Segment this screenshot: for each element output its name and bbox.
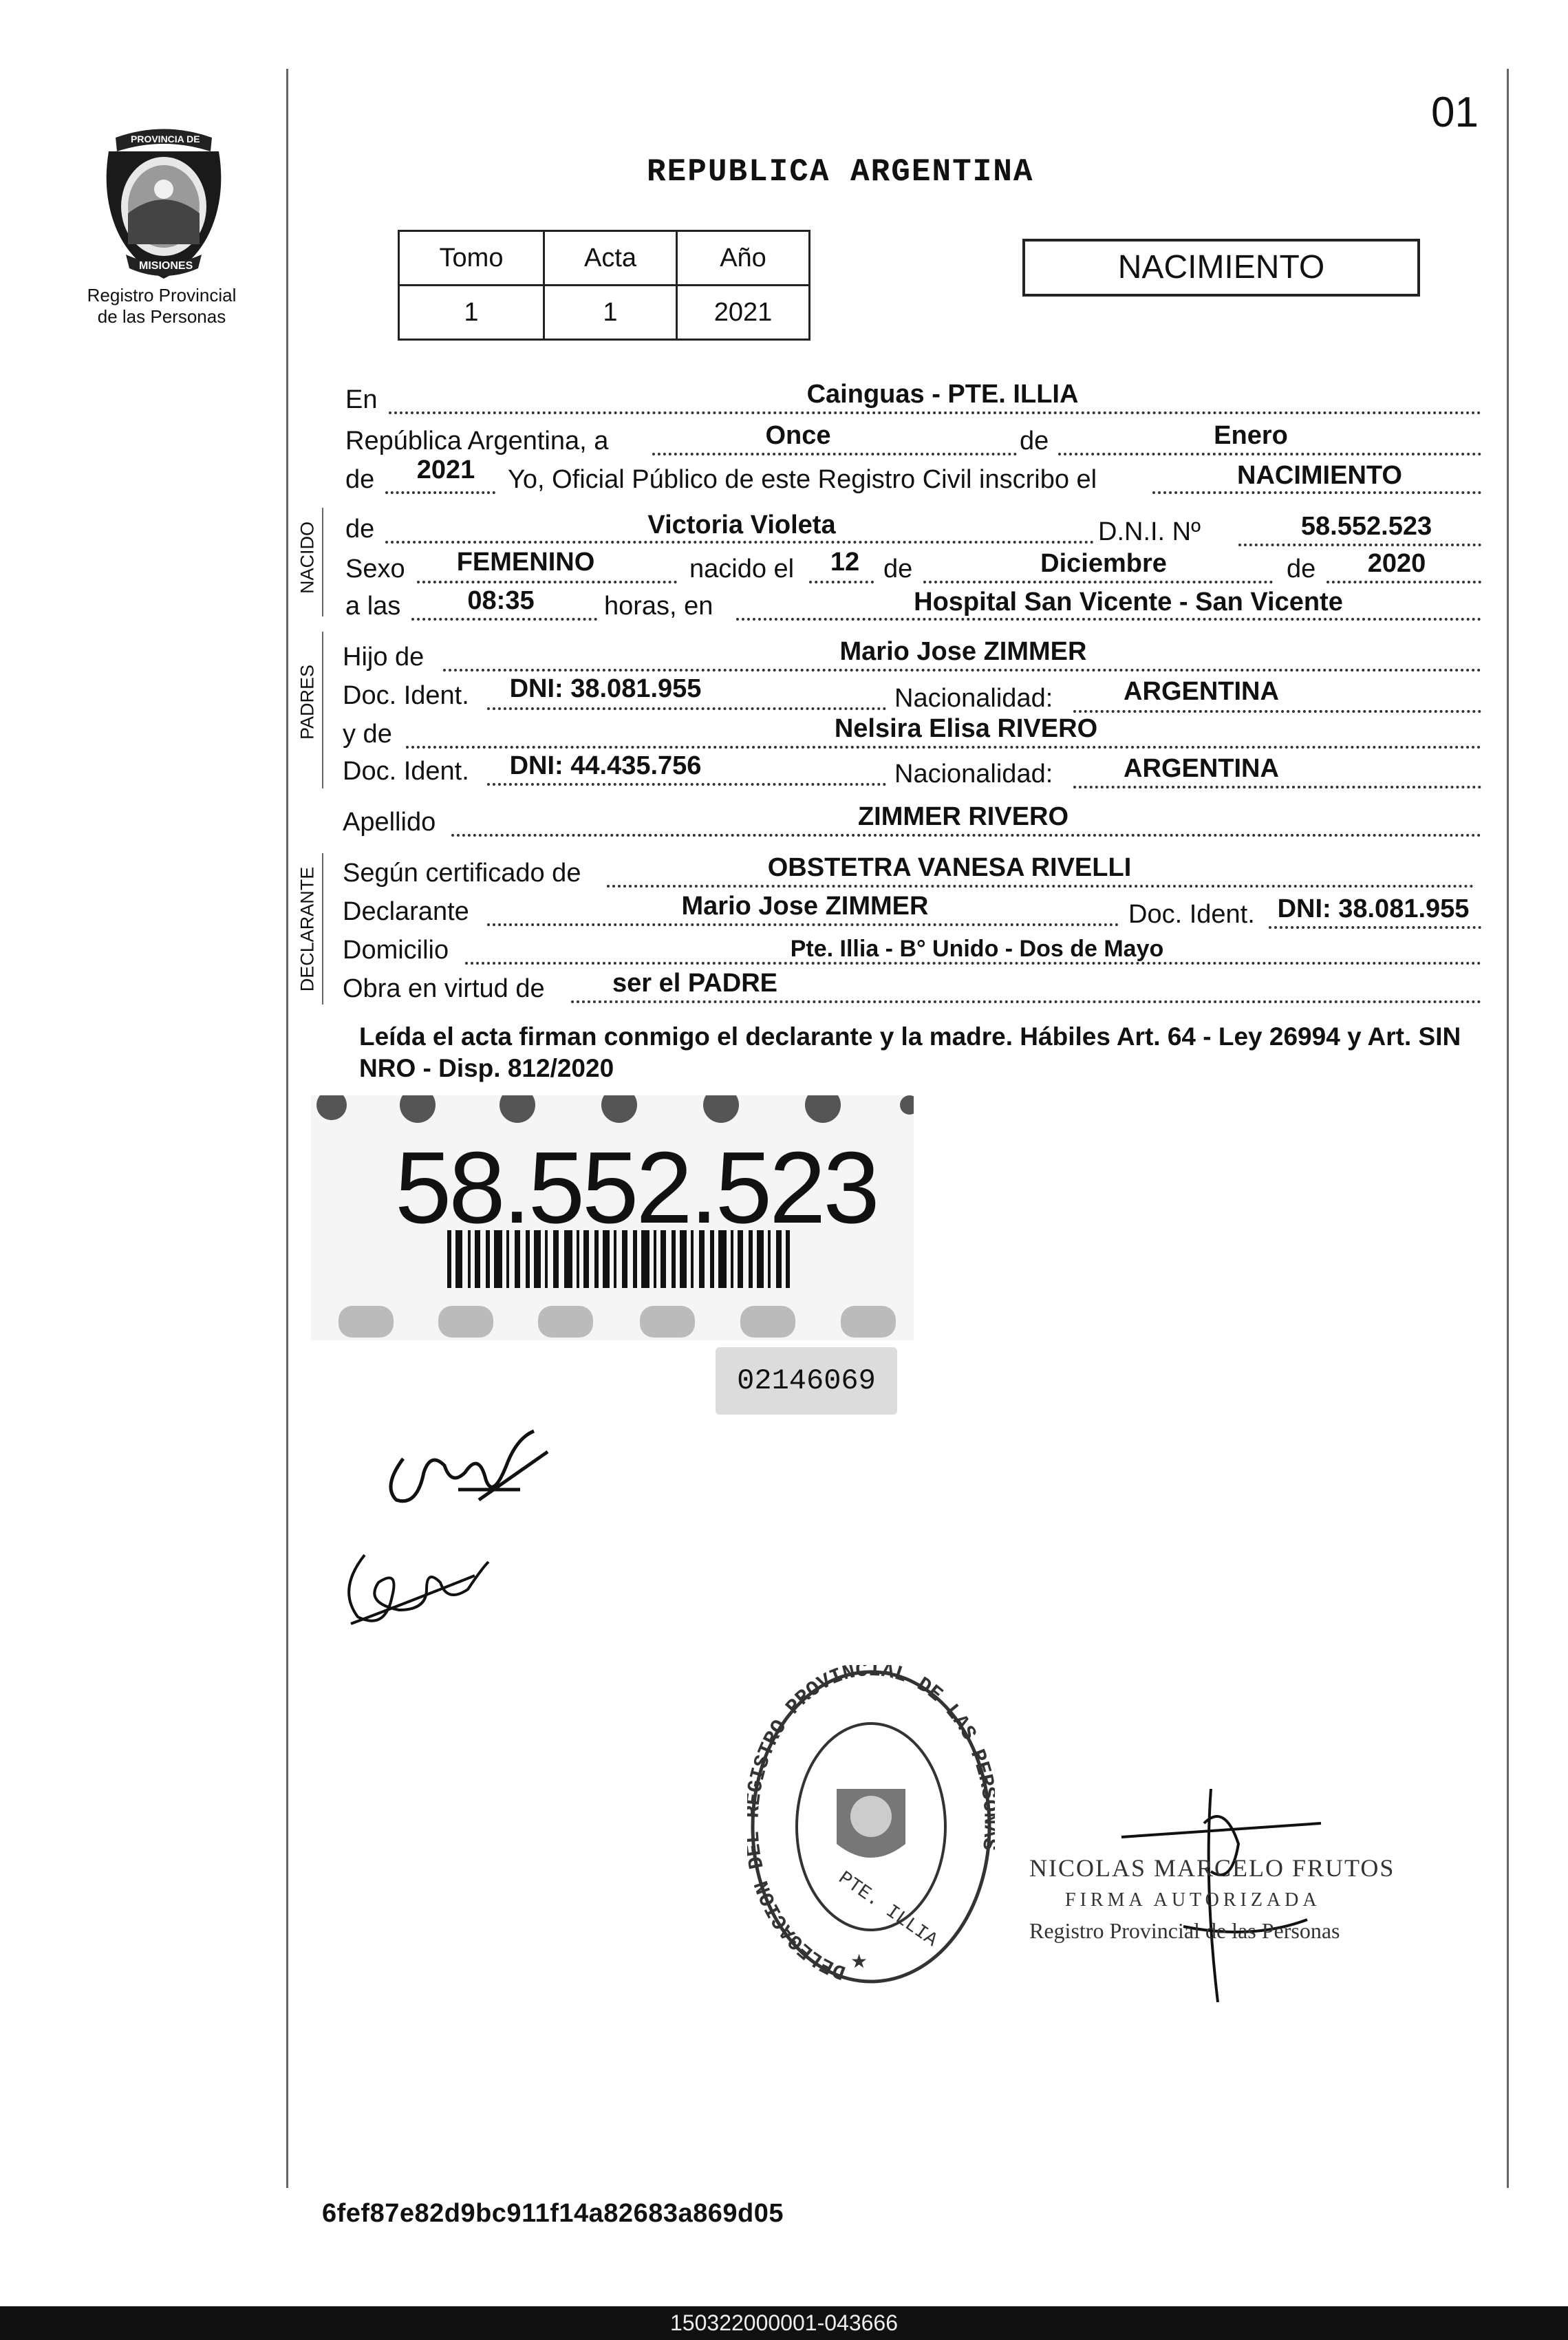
dots <box>652 453 1017 455</box>
label-de-anio2: de <box>1287 555 1316 583</box>
value-apellido: ZIMMER RIVERO <box>857 802 1069 831</box>
label-nacionalidad-madre: Nacionalidad: <box>894 760 1053 788</box>
value-mes-texto: Enero <box>1214 421 1288 450</box>
value-domicilio: Pte. Illia - B° Unido - Dos de Mayo <box>790 936 1164 962</box>
svg-text:★: ★ <box>850 1951 868 1972</box>
label-de-mes2: de <box>883 555 913 583</box>
label-de-anio: de <box>345 465 375 494</box>
value-dia-texto: Once <box>765 421 831 450</box>
value-lugar-nac: Hospital San Vicente - San Vicente <box>914 588 1343 616</box>
label-oficial: Yo, Oficial Público de este Registro Civil inscribo el <box>508 465 1097 494</box>
dots <box>571 1000 1481 1003</box>
left-margin-line <box>286 69 288 2188</box>
label-doc-ident-padre: Doc. Ident. <box>343 681 469 710</box>
label-a-las: a las <box>345 592 401 621</box>
document-title: REPUBLICA ARGENTINA <box>647 154 1034 190</box>
dots <box>1058 453 1481 455</box>
label-sexo: Sexo <box>345 555 405 583</box>
declarant-signature <box>376 1424 555 1521</box>
dots <box>923 581 1273 583</box>
value-madre: Nelsira Elisa RIVERO <box>834 714 1098 743</box>
official-stamp <box>747 1665 995 1988</box>
table-header-acta: Acta <box>544 231 677 286</box>
value-padre-nac: ARGENTINA <box>1124 677 1279 706</box>
dots <box>385 541 1094 544</box>
value-declarante-doc: DNI: 38.081.955 <box>1277 894 1470 923</box>
official-role: FIRMA AUTORIZADA <box>1065 1889 1321 1911</box>
official-name: NICOLAS MARCELO FRUTOS <box>1029 1854 1395 1882</box>
dots <box>487 783 886 786</box>
label-domicilio: Domicilio <box>343 936 449 965</box>
value-dia-nac: 12 <box>830 548 860 577</box>
document-hash: 6fef87e82d9bc911f14a82683a869d05 <box>322 2199 784 2228</box>
page-number: 01 <box>1431 89 1479 136</box>
section-divider-padres <box>322 632 323 788</box>
dots <box>1269 926 1481 929</box>
record-table <box>398 230 810 341</box>
value-certificado: OBSTETRA VANESA RIVELLI <box>767 853 1132 882</box>
table-header-anio: Año <box>677 231 810 286</box>
label-dni-no: D.N.I. Nº <box>1098 517 1201 546</box>
label-doc-ident-decl: Doc. Ident. <box>1128 900 1255 929</box>
label-hijo-de: Hijo de <box>343 643 425 672</box>
logo-caption-line2: de las Personas <box>97 306 226 327</box>
label-de-mes: de <box>1020 427 1049 455</box>
dots <box>1238 544 1481 546</box>
dots <box>406 746 1481 749</box>
label-obra-en-virtud: Obra en virtud de <box>343 974 545 1003</box>
sticker-dni-number: 58.552.523 <box>395 1131 877 1245</box>
mother-signature <box>337 1541 495 1638</box>
dots <box>411 618 597 621</box>
value-tipo: NACIMIENTO <box>1237 461 1402 490</box>
label-y-de: y de <box>343 720 392 749</box>
value-madre-nac: ARGENTINA <box>1124 754 1279 783</box>
dots <box>736 618 1481 621</box>
province-logo <box>88 124 239 282</box>
official-office: Registro Provincial de las Personas <box>1029 1918 1340 1943</box>
section-label-declarante: DECLARANTE <box>297 866 318 992</box>
section-divider-nacido <box>322 508 323 616</box>
value-dni: 58.552.523 <box>1300 512 1432 541</box>
label-de-nombre: de <box>345 515 375 544</box>
value-madre-doc: DNI: 44.435.756 <box>509 751 702 780</box>
table-header-tomo: Tomo <box>399 231 544 286</box>
value-anio-nac: 2020 <box>1367 549 1426 578</box>
logo-caption <box>76 285 248 328</box>
logo-caption-line1: Registro Provincial <box>87 285 237 305</box>
label-nacionalidad-padre: Nacionalidad: <box>894 684 1053 713</box>
value-hora: 08:35 <box>467 586 535 615</box>
table-value-anio: 2021 <box>677 286 810 340</box>
dots <box>389 411 1481 414</box>
value-anio: 2021 <box>416 455 475 484</box>
section-divider-declarante <box>322 853 323 1005</box>
label-en: En <box>345 385 378 414</box>
value-nombre: Victoria Violeta <box>647 511 836 539</box>
value-declarante: Mario Jose ZIMMER <box>681 892 929 921</box>
table-value-tomo: 1 <box>399 286 544 340</box>
dots <box>487 707 886 710</box>
dots <box>417 581 677 583</box>
table-value-acta: 1 <box>544 286 677 340</box>
footer-id-bar: 150322000001-043666 <box>0 2306 1568 2340</box>
dots <box>1073 710 1481 713</box>
closing-text: Leída el acta firman conmigo el declarante y la madre. Hábiles Art. 64 - Ley 26994 y Art. SIN NRO - Disp. 812/2020 <box>359 1022 1461 1082</box>
label-nacido-el: nacido el <box>689 555 795 583</box>
dots <box>1327 581 1481 583</box>
stamp-ring-text: DELEGACION ISTRO PROVINCIAL DE LAS PE <box>747 1665 995 1984</box>
dots <box>809 581 874 583</box>
label-segun-certificado: Según certificado de <box>343 859 581 888</box>
label-apellido: Apellido <box>343 808 436 837</box>
dots <box>451 834 1481 837</box>
value-padre-doc: DNI: 38.081.955 <box>509 674 702 703</box>
section-label-padres: PADRES <box>297 664 318 740</box>
label-horas-en: horas, en <box>604 592 713 621</box>
value-lugar: Cainguas - PTE. ILLIA <box>806 380 1079 409</box>
value-padre: Mario Jose ZIMMER <box>839 637 1087 666</box>
label-doc-ident-madre: Doc. Ident. <box>343 757 469 786</box>
stamp-inner-text: PTE. ILLIA <box>834 1867 941 1952</box>
logo-seal-top-text: PROVINCIA DE <box>131 133 200 144</box>
record-type-box: NACIMIENTO <box>1022 239 1420 297</box>
logo-seal-bottom-text: MISIONES <box>139 260 193 272</box>
sticker-serial: 02146069 <box>716 1347 897 1415</box>
dots <box>1152 491 1481 494</box>
dots <box>487 923 1119 926</box>
value-mes-nac: Diciembre <box>1040 549 1167 578</box>
dots <box>443 669 1481 672</box>
value-sexo: FEMENINO <box>456 548 595 577</box>
dots <box>385 491 495 494</box>
dots <box>1073 786 1481 788</box>
label-declarante: Declarante <box>343 897 469 926</box>
label-republica-a: República Argentina, a <box>345 427 609 455</box>
right-margin-line <box>1507 69 1509 2188</box>
section-label-nacido: NACIDO <box>297 522 318 594</box>
value-obra: ser el PADRE <box>612 969 778 998</box>
dots <box>607 885 1474 888</box>
